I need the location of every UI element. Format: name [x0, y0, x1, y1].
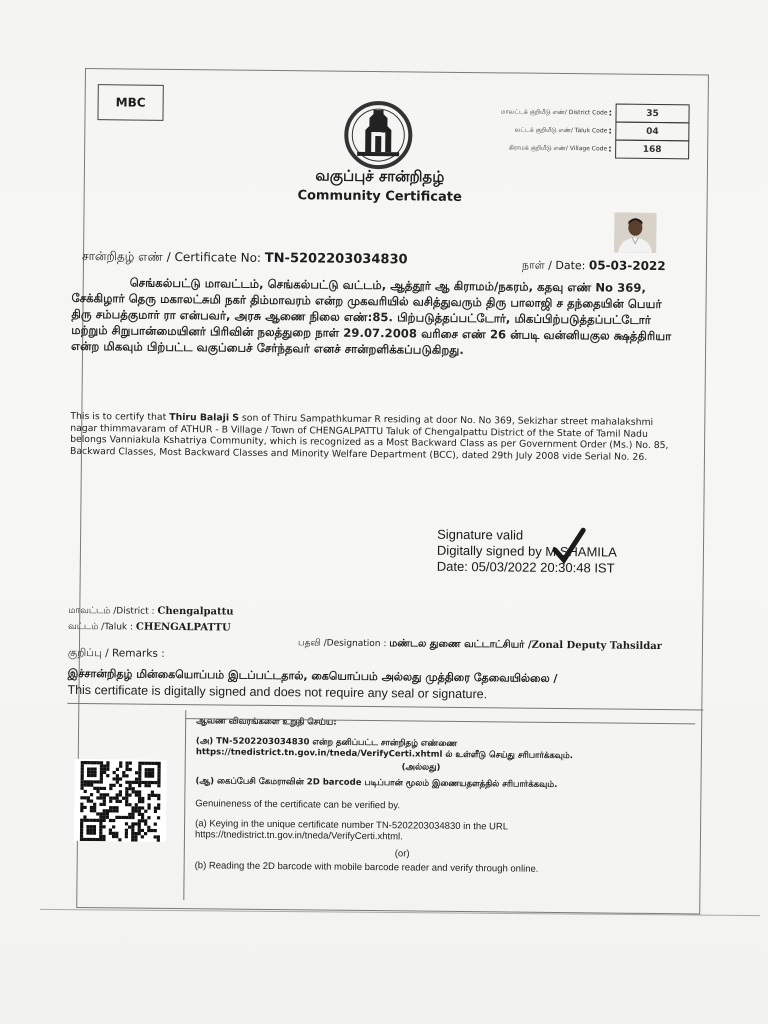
cert-no-label-ta: சான்றிதழ் எண்: [81, 248, 163, 264]
digital-signature-block: [437, 527, 617, 577]
digital-note-english: This certificate is digitally signed and does not require any seal or signature.: [67, 682, 488, 702]
taluk-value: CHENGALPATTU: [135, 621, 231, 634]
digital-note-tamil: இச்சான்றிதழ் மின்கையொப்பம் இடப்பட்டதால், கையொப்பம் அல்லது முத்திரை தேவையில்லை /: [67, 666, 558, 685]
district-value: Chengalpattu: [157, 605, 234, 618]
code-label: வட்டக் குறியீடு எண்/ Taluk Code: [514, 126, 608, 135]
verify-or-en: (or): [394, 848, 410, 860]
date-label-ta: நாள்: [521, 258, 545, 272]
verification-section: [183, 710, 696, 905]
english-rest: son of Thiru Sampathkumar R residing at door No. No 369, Sekizhar street mahalakshmi nagar thimmavaram of ATHUR - B Village / Town of CHENGALPATTU Taluk of Chengalpattu District of the State of Tamil Nadu belongs Vanniakula Kshatriya Community, which is recognized as a Most Backward Class as per Government Order (Ms.) No. 85, Backward Classes, Most Backward Classes and Minority Welfare Department (BCC), dated 29th July 2008 vide Serial No. 26.: [69, 412, 669, 463]
verify-a-ta: (அ) TN-5202203034830 என்ற தனிப்பட்ட சான்றிதழ் எண்ணை https://tnedistrict.tn.gov.in/tneda/VerifyCerti.xhtml ல் உள்ளீடு செய்து சரிபார்க்கவும்.: [195, 736, 574, 762]
verify-or-ta: (அல்லது): [401, 762, 441, 773]
district-label: மாவட்டம் /District :: [68, 605, 155, 617]
verify-heading-ta: ஆவண விவரங்களை உறுதி செய்ய:: [196, 716, 337, 728]
certificate-number: TN-5202203034830: [264, 250, 408, 268]
remarks-line: குறிப்பு / Remarks :: [67, 646, 165, 660]
village-code-row: [457, 139, 697, 160]
district-code-value: : 35: [615, 104, 689, 124]
category-box: MBC: [97, 84, 163, 121]
signature-date: Date: 05/03/2022 20:30:48 IST: [436, 558, 615, 576]
designation-label: பதவி /Designation :: [297, 638, 387, 650]
code-label: கிராமக் குறியீடு எண்/ Village Code: [508, 144, 608, 153]
certificate-date: 05-03-2022: [588, 258, 666, 274]
verify-b-ta: (ஆ) கைப்பேசி கேமராவின் 2D barcode படிப்பான் மூலம் இணையதளத்தில் சரிபார்க்கவும்.: [195, 776, 558, 790]
title-tamil: வகுப்புச் சான்றிதழ்: [315, 166, 445, 186]
taluk-label: வட்டம் /Taluk :: [68, 621, 134, 633]
signature-status: Signature valid: [437, 526, 524, 543]
verify-b-en: (b) Reading the 2D barcode with mobile barcode reader and verify through online.: [194, 860, 539, 875]
divider: [67, 703, 703, 711]
qr-code: [74, 759, 167, 842]
taluk-code-value: : 04: [615, 122, 689, 142]
english-paragraph: [70, 411, 682, 463]
tamil-paragraph: செங்கல்பட்டு மாவட்டம், செங்கல்பட்டு வட்டம், ஆத்தூர் ஆ கிராமம்/நகரம், கதவு எண் No 369, சேக்கிழார் தெரு மகாலட்சுமி நகர் திம்மாவரம் என்ற முகவரியில் வசித்துவரும் திரு பாலாஜி ச தந்தையின் பெயர் திரு சம்பத்குமார் ரா என்பவர், அரசு ஆணை நிலை எண்:85. பிற்படுத்தப்பட்டோர், மிகப்பிற்படுத்தப்பட்டோர் மற்றும் சிறுபான்மையினர் பிரிவின் நலத்துறை நாள் 29.07.2008 வரிசை எண் 26 ன்படி வன்னியகுல க்ஷத்திரியா என்ற மிகவும் பிற்பட்ட வகுப்பைச் சேர்ந்தவர் எனச் சான்றளிக்கப்படுகிறது.: [71, 275, 672, 357]
english-prefix: This is to certify that: [70, 410, 167, 423]
certificate-frame: [67, 68, 709, 914]
certificate-number-line: [82, 249, 408, 268]
title-english: Community Certificate: [297, 188, 462, 205]
village-code-value: : 168: [615, 140, 689, 160]
designation-line: [298, 637, 662, 653]
district-line: [68, 605, 233, 619]
taluk-line: [68, 621, 231, 635]
code-label: மாவட்டக் குறியீடு எண்/ District Code: [500, 108, 608, 117]
date-line: [522, 258, 666, 276]
signature-signer: Digitally signed by M SHAMILA: [436, 542, 617, 560]
tamilnadu-emblem: [343, 100, 414, 171]
check-mark-icon: [551, 526, 587, 566]
verify-heading-en: Genuineness of the certificate can be verified by.: [195, 798, 401, 812]
holder-name: Thiru Balaji S: [169, 411, 240, 424]
code-table: [457, 103, 698, 160]
cert-no-label-en: / Certificate No:: [166, 249, 262, 265]
verify-a-en: (a) Keying in the unique certificate number TN-5202203034830 in the URL https://tnedistrict.tn.gov.in/tneda/VerifyCerti.xhtml.: [194, 818, 508, 843]
designation-value: மண்டல துணை வட்டாட்சியர் /Zonal Deputy Tahsildar: [389, 638, 663, 653]
date-label-en: / Date:: [548, 258, 586, 273]
applicant-photo: [614, 213, 656, 253]
